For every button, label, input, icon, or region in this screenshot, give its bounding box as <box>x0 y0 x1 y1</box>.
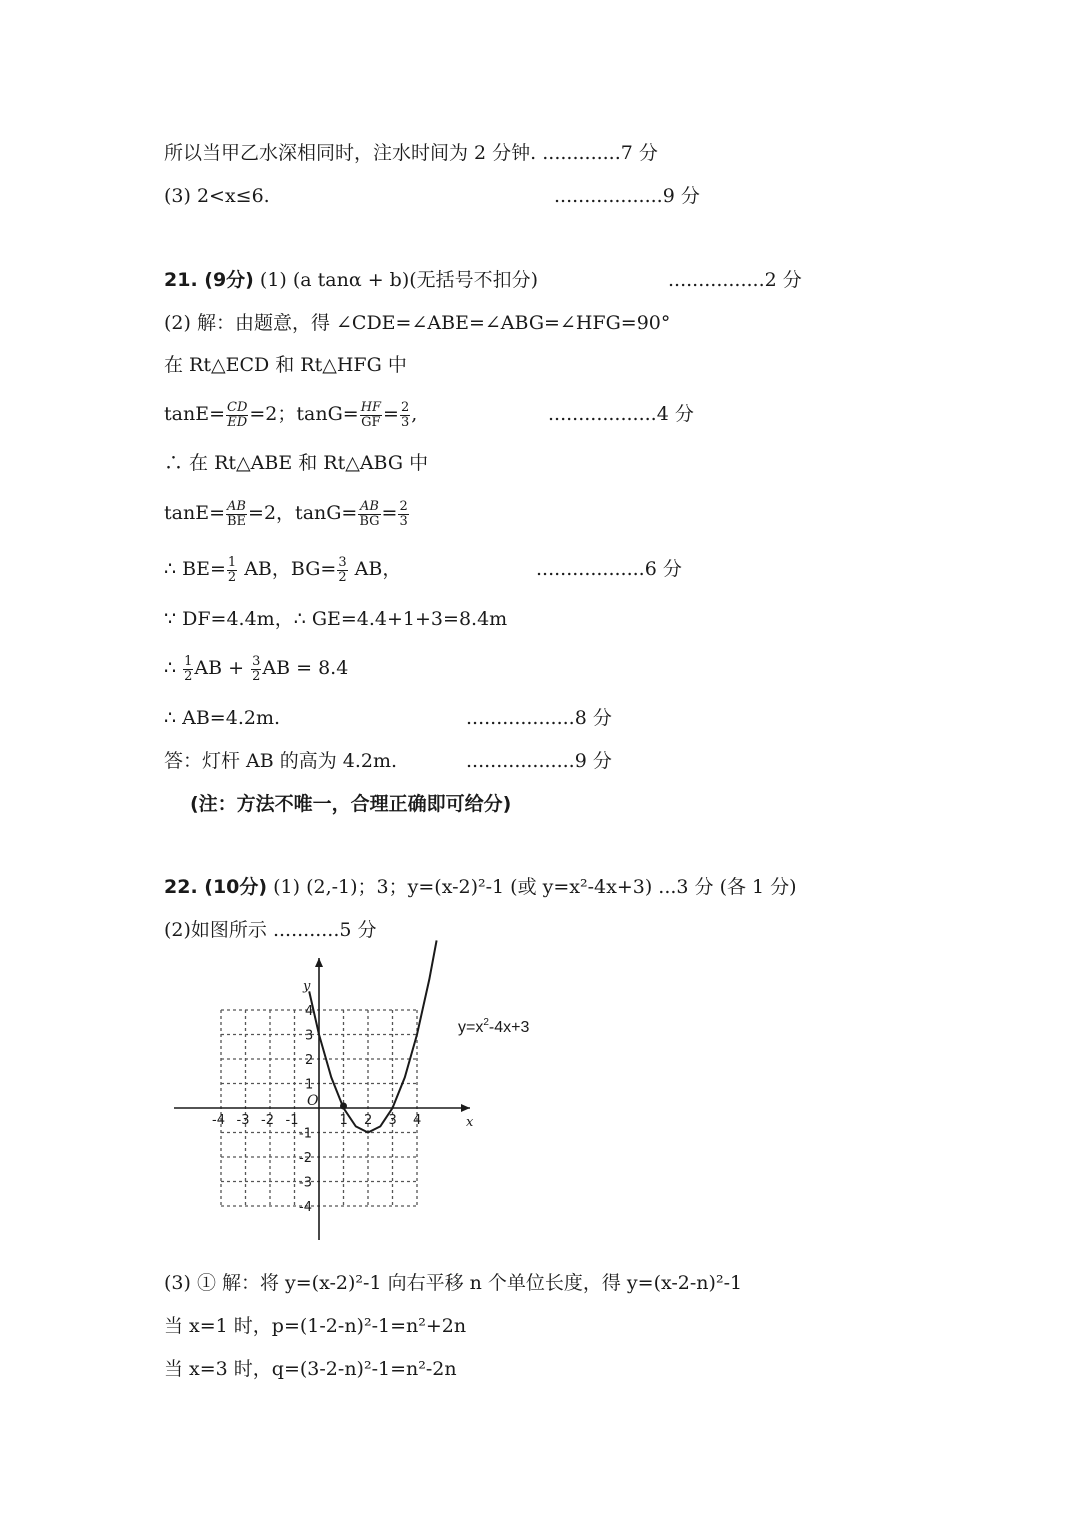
q21-triangles-2: ∴ 在 Rt△ABE 和 Rt△ABG 中 <box>164 452 429 474</box>
answer-text: 答：灯杆 AB 的高为 4.2m. <box>164 750 398 772</box>
y-tick-label: -4 <box>299 1200 312 1215</box>
q21-part1 <box>164 267 802 293</box>
q22-part3-line3: 当 x=3 时，q=(3-2-n)²-1=n²-2n <box>164 1358 457 1380</box>
sum-middle: AB + <box>194 657 251 679</box>
q21-note: (注：方法不唯一，合理正确即可给分) <box>190 793 512 815</box>
q21-be-line-score: ..................6 分 <box>536 558 682 580</box>
x-tick-label: -4 <box>212 1113 225 1128</box>
q21-title: 21. (9分) <box>164 269 254 291</box>
parabola-graph <box>170 950 530 1240</box>
y-tick-label: 3 <box>305 1028 314 1044</box>
q21-triangles-1: 在 Rt△ECD 和 Rt△HFG 中 <box>164 354 407 376</box>
q21-part1-score: ................2 分 <box>668 269 802 291</box>
q22-part1-answer: (1) (2,-1)；3；y=(x-2)²-1 (或 y=x²-4x+3) ...3 分 (各 1 分) <box>273 876 797 898</box>
fraction-numerator: AB <box>227 498 246 514</box>
fraction-2-3 <box>400 401 410 430</box>
fraction-denominator: 2 <box>184 668 193 684</box>
y-tick-label: 1 <box>305 1077 314 1093</box>
tan-e-label: tanE= <box>164 502 225 524</box>
origin-label: O <box>307 1093 319 1109</box>
fraction-3-2 <box>337 556 347 585</box>
q20-part3-score: ..................9 分 <box>554 185 700 207</box>
curve-label-base: y=x <box>458 1019 484 1036</box>
fraction-numerator: CD <box>227 399 248 415</box>
fraction-numerator: 1 <box>184 653 193 669</box>
marked-point <box>340 1103 347 1110</box>
fraction-denominator: 3 <box>400 414 410 430</box>
fraction-numerator: 3 <box>338 554 347 570</box>
fraction-denominator: 3 <box>399 513 408 529</box>
fraction-3-2 <box>251 655 261 684</box>
q22-part3-line2: 当 x=1 时，p=(1-2-n)²-1=n²+2n <box>164 1315 467 1337</box>
ab-result: ∴ AB=4.2m. <box>164 707 281 729</box>
q21-part1-answer: (1) (a tanα + b)(无括号不扣分) <box>259 269 539 291</box>
x-axis-label: x <box>466 1115 474 1130</box>
fraction-1-2 <box>227 556 237 585</box>
fraction-cd-ed <box>226 401 248 430</box>
fraction-ab-bg <box>358 500 380 529</box>
x-tick-label: 3 <box>388 1113 397 1128</box>
fraction-numerator: 1 <box>227 554 237 570</box>
x-tick-label: 1 <box>339 1113 348 1128</box>
q22-part1 <box>164 874 797 900</box>
fraction-numerator: 3 <box>252 653 261 669</box>
q20-line1: 所以当甲乙水深相同时，注水时间为 2 分钟. .............7 分 <box>164 142 658 164</box>
fraction-hf-gf <box>360 401 382 430</box>
fraction-denominator: 2 <box>227 569 237 585</box>
fraction-denominator: BE <box>227 513 247 529</box>
fraction-denominator: BG <box>359 513 380 529</box>
therefore-sign: ∴ <box>164 657 183 679</box>
y-tick-label: -3 <box>299 1175 312 1191</box>
tan-g-label: =2；tanG= <box>249 403 359 425</box>
q21-sum-line <box>164 648 348 688</box>
x-tick-label: -3 <box>236 1113 250 1128</box>
tan-e-label: tanE= <box>164 403 225 425</box>
curve-label-sup: 2 <box>483 1017 489 1028</box>
fraction-numerator: HF <box>360 399 382 415</box>
fraction-ab-be <box>226 500 247 529</box>
sum-result: AB = 8.4 <box>262 657 349 679</box>
y-tick-label: 2 <box>305 1053 314 1068</box>
q20-line2 <box>164 183 700 209</box>
y-tick-label: 4 <box>305 1004 314 1019</box>
x-axis-arrow <box>461 1104 470 1112</box>
q21-part2-intro: (2) 解：由题意，得 ∠CDE=∠ABE=∠ABG=∠HFG=90° <box>164 312 671 334</box>
y-axis-arrow <box>315 958 323 967</box>
q22-title: 22. (10分) <box>164 876 268 898</box>
q21-tan-line-1 <box>164 394 694 434</box>
x-tick-label: -2 <box>261 1113 274 1128</box>
x-tick-label: 2 <box>364 1113 373 1128</box>
fraction-numerator: 2 <box>400 399 410 415</box>
fraction-numerator: 2 <box>399 498 408 514</box>
fraction-2-3 <box>398 500 408 529</box>
fraction-denominator: GF <box>361 414 381 430</box>
fraction-denominator: 2 <box>338 569 347 585</box>
q21-df-line: ∵ DF=4.4m，∴ GE=4.4+1+3=8.4m <box>164 608 508 630</box>
q21-ab-score: ..................8 分 <box>466 707 612 729</box>
q22-part2: (2)如图所示 ...........5 分 <box>164 919 377 941</box>
y-tick-label: -1 <box>299 1126 312 1142</box>
q21-tan-line-2 <box>164 493 410 533</box>
curve-label <box>458 1017 529 1036</box>
x-tick-label: -1 <box>285 1113 299 1128</box>
bg-label: AB，BG= <box>238 558 337 580</box>
tan-g-label: =2，tanG= <box>248 502 358 524</box>
fraction-numerator: AB <box>359 498 379 514</box>
q21-answer-line <box>164 748 612 774</box>
ab-suffix: AB， <box>348 558 402 580</box>
q21-tan-line-1-score: ..................4 分 <box>548 403 694 425</box>
comma: , <box>411 403 418 425</box>
fraction-denominator: 2 <box>252 668 261 684</box>
y-tick-label: -2 <box>299 1151 312 1166</box>
q21-answer-score: ..................9 分 <box>466 750 612 772</box>
q21-be-line <box>164 549 682 589</box>
equals-sign: = <box>383 403 399 425</box>
q22-part3-line1: (3) ① 解：将 y=(x-2)²-1 向右平移 n 个单位长度，得 y=(x-2-n)²-1 <box>164 1272 743 1294</box>
q21-ab-line <box>164 705 612 731</box>
be-label: ∴ BE= <box>164 558 226 580</box>
equals-sign: = <box>381 502 398 524</box>
curve-label-rest: -4x+3 <box>488 1019 530 1036</box>
x-tick-label: 4 <box>413 1113 422 1128</box>
q20-part3-answer: (3) 2<x≤6. <box>164 185 270 207</box>
fraction-1-2 <box>183 655 193 684</box>
fraction-denominator: ED <box>227 414 248 430</box>
y-axis-label: y <box>303 979 311 994</box>
